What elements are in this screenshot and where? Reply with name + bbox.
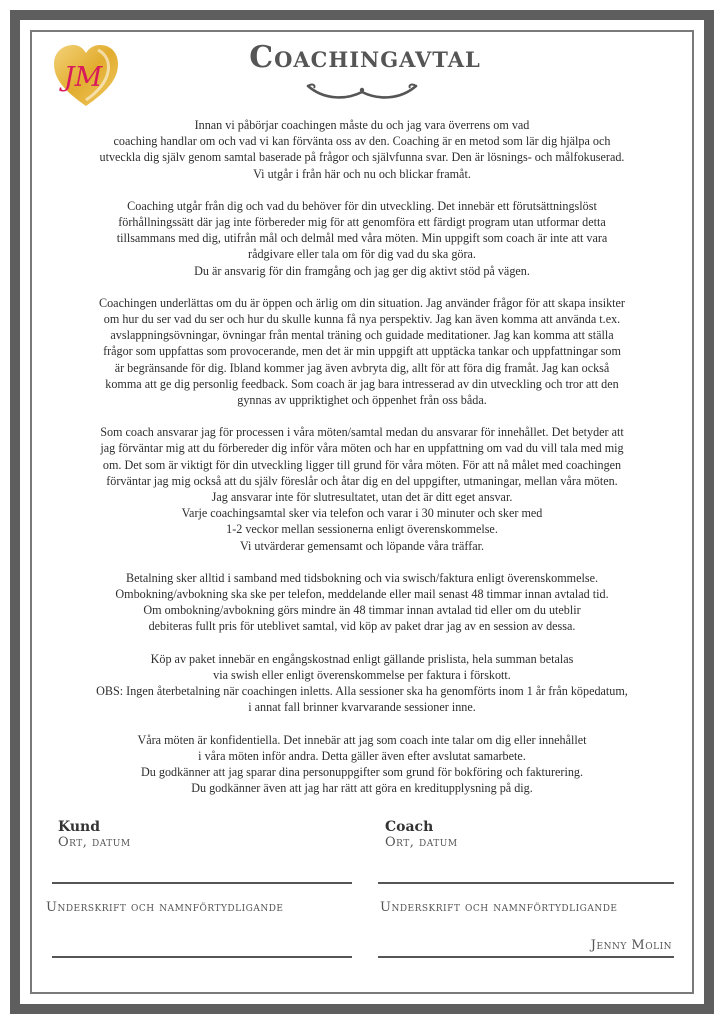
paragraph-line: Varje coachingsamtal sker via telefon och varar i 30 minuter och sker med	[181, 506, 543, 521]
client-label: Kund	[58, 819, 101, 835]
coach-place-date: Ort, datum	[385, 835, 458, 850]
paragraph-line: i annat fall brinner kvarvarande sessioner inne.	[248, 700, 476, 715]
agreement-paragraph	[64, 117, 660, 182]
paragraph-line: Betalning sker alltid i samband med tidsbokning och via swisch/faktura enligt överenskommelse.	[125, 570, 599, 585]
paragraph-line: Om ombokning/avbokning görs mindre än 48 timmar innan avtalad tid eller om du uteblir	[143, 603, 581, 618]
agreement-body	[64, 117, 660, 812]
agreement-paragraph	[64, 198, 660, 279]
jm-heart-logo	[50, 40, 122, 112]
paragraph-line: om hur du ser vad du ser och hur du skulle kunna få nya perspektiv. Jag kan även komma att använda t.ex.	[103, 312, 621, 327]
paragraph-line: Ombokning/avbokning ska ske per telefon, meddelande eller mail senast 48 timmar innan avtalad tid.	[115, 587, 609, 602]
paragraph-line: förhållningssätt där jag inte förbereder mig för att genomföra ett färdigt program utan utformar detta	[118, 215, 606, 230]
coach-label: Coach	[385, 819, 434, 835]
paragraph-line: coaching handlar om och vad vi kan förvänta oss av den. Coaching är en metod som lär dig hjälpa och	[113, 134, 611, 149]
client-signature-line	[52, 956, 352, 958]
paragraph-line: frågor som uppfattas som provocerande, men det är min uppgift att upptäcka tankar och uppfattningar som	[103, 344, 621, 359]
paragraph-line: tillsammans med dig, utifrån mål och delmål med våra möten. Min uppgift som coach är inte att vara	[116, 231, 608, 246]
paragraph-line: Du är ansvarig för din framgång och jag ger dig aktivt stöd på vägen.	[194, 263, 530, 278]
agreement-paragraph	[64, 651, 660, 716]
paragraph-line: förväntar jag mig också att du själv föreslår och åtar dig en del uppgifter, utmaningar, mellan våra möten.	[106, 473, 618, 488]
paragraph-line: Våra möten är konfidentiella. Det innebär att jag som coach inte talar om dig eller innehållet	[137, 732, 587, 747]
coach-signature-caption: Underskrift och namnförtydligande	[380, 900, 618, 915]
paragraph-line: rådgivare eller tala om för dig vad du ska göra.	[248, 247, 476, 262]
paragraph-line: Coachingen underlättas om du är öppen och ärlig om din situation. Jag använder frågor för att skapa insikter	[99, 295, 625, 310]
paragraph-line: Som coach ansvarar jag för processen i våra möten/samtal medan du ansvarar för innehållet. Det betyder att	[100, 425, 624, 440]
paragraph-line: är begränsande för dig. Ibland kommer jag även avbryta dig, allt för att föra dig framåt. Jag kan också	[114, 360, 610, 375]
agreement-paragraph	[64, 570, 660, 635]
coach-place-date-line	[378, 882, 674, 884]
document-title: Coachingavtal	[249, 40, 481, 75]
paragraph-line: jag förväntar mig att du förbereder dig inför våra möten och har en uppfattning om vad du vill tala med mig	[100, 441, 624, 456]
title-flourish-ornament	[302, 80, 422, 102]
paragraph-line: gynnas av uppriktighet och öppenhet från oss båda.	[237, 393, 487, 408]
paragraph-line: utveckla dig själv genom samtal baserade på frågor och självfunna svar. Den är lösnings- och målfokuserad.	[99, 150, 625, 165]
paragraph-line: 1-2 veckor mellan sessionerna enligt överenskommelse.	[226, 522, 498, 537]
paragraph-line: via swish eller enligt överenskommelse per faktura i förskott.	[213, 667, 511, 682]
paragraph-line: Vi utvärderar gemensamt och löpande våra träffar.	[239, 538, 485, 553]
paragraph-line: Vi utgår i från här och nu och blickar framåt.	[253, 166, 471, 181]
coach-signature-line	[378, 956, 674, 958]
paragraph-line: Köp av paket innebär en engångskostnad enligt gällande prislista, hela summan betalas	[150, 651, 574, 666]
paragraph-line: avslappningsövningar, övningar från mental träning och guidade meditationer. Jag kan komma att ställa	[110, 328, 614, 343]
client-place-date: Ort, datum	[58, 835, 131, 850]
logo-monogram: JM	[63, 62, 103, 93]
paragraph-line: Du godkänner att jag sparar dina personuppgifter som grund för bokföring och fakturering.	[141, 764, 583, 779]
paragraph-line: om. Det som är viktigt för din utveckling ligger till grund för våra möten. För att nå målet med coachingen	[102, 457, 622, 472]
paragraph-line: OBS: Ingen återbetalning när coachingen inletts. Alla sessioner ska ha genomförts inom 1 år från köpedatum,	[96, 684, 628, 699]
paragraph-line: i våra möten inför andra. Detta gäller även efter avslutat samarbete.	[198, 748, 526, 763]
paragraph-line: komma att ge dig personlig feedback. Som coach är jag bara intresserad av din utveckling och tror att den	[105, 376, 619, 391]
paragraph-line: Du godkänner även att jag har rätt att göra en kreditupplysning på dig.	[191, 781, 533, 796]
agreement-paragraph	[64, 732, 660, 797]
paragraph-line: Jag ansvarar inte för slutresultatet, utan det är ditt eget ansvar.	[211, 490, 513, 505]
coach-name: Jenny Molin	[590, 938, 672, 953]
agreement-paragraph	[64, 424, 660, 554]
client-signature-caption: Underskrift och namnförtydligande	[46, 900, 284, 915]
paragraph-line: Coaching utgår från dig och vad du behöver för din utveckling. Det innebär ett förutsättningslöst	[127, 198, 597, 213]
agreement-paragraph	[64, 295, 660, 408]
paragraph-line: Innan vi påbörjar coachingen måste du och jag vara överrens om vad	[194, 118, 530, 132]
paragraph-line: debiteras fullt pris för uteblivet samtal, vid köp av paket drar jag av en session av dessa.	[148, 619, 576, 634]
client-place-date-line	[52, 882, 352, 884]
